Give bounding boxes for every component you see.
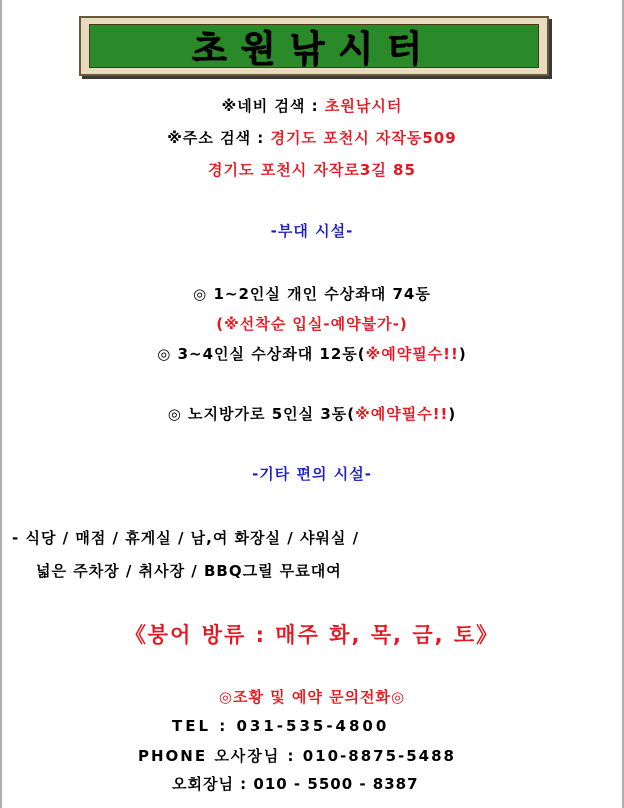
facility-item-solo: ◎ 1~2인실 개인 수상좌대 74동: [193, 285, 431, 303]
address-search-line: [0, 127, 624, 148]
amenities-heading: -기타 편의 시설-: [252, 465, 372, 483]
facility-item-group: [0, 343, 624, 364]
contact-heading: ◎조황 및 예약 문의전화◎: [218, 688, 406, 706]
facility-item-group-close: ): [458, 345, 467, 363]
facility-item-bungalow: [0, 403, 624, 424]
facility-item-bungalow-close: ): [448, 405, 457, 423]
navi-search-line: [0, 95, 624, 116]
facilities-heading: -부대 시설-: [270, 222, 354, 240]
address-search-label: ※주소 검색 :: [167, 129, 271, 147]
facility-item-bungalow-text: ◎ 노지방가로 5인실 3동(: [167, 405, 356, 423]
navi-search-label: ※네비 검색 :: [221, 97, 325, 115]
contact-manager: 오회장님 : 010 - 5500 - 8387: [172, 775, 419, 793]
facility-item-solo-note: (※선착순 입실-예약불가-): [216, 315, 408, 333]
facility-item-group-text: ◎ 3~4인실 수상좌대 12동(: [157, 345, 366, 363]
address-value-road: 경기도 포천시 자작로3길 85: [208, 161, 416, 179]
title-banner: [79, 16, 549, 76]
facility-item-group-note: ※예약필수!!: [365, 345, 459, 363]
contact-phone: PHONE 오사장님 : 010-8875-5488: [138, 747, 456, 765]
stocking-schedule: 《붕어 방류 : 매주 화, 목, 금, 토》: [124, 623, 500, 647]
contact-tel: TEL : 031-535-4800: [172, 717, 390, 735]
amenities-line-1: - 식당 / 매점 / 휴게실 / 남,여 화장실 / 샤워실 /: [12, 529, 360, 547]
amenities-line-2: 넓은 주차장 / 취사장 / BBQ그릴 무료대여: [36, 562, 342, 580]
navi-search-value: 초원낚시터: [324, 97, 403, 115]
address-value-lot: 경기도 포천시 자작동509: [270, 129, 457, 147]
title-banner-panel: [89, 24, 539, 68]
facility-item-bungalow-note: ※예약필수!!: [355, 405, 449, 423]
banner-title: 초원낚시터: [192, 27, 436, 70]
